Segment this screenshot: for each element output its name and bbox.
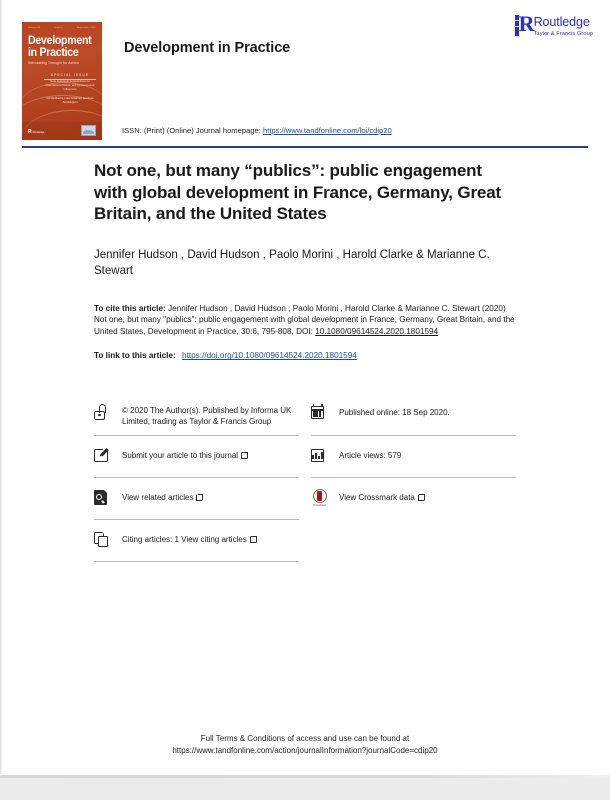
- footer-line-2: https://www.tandfonline.com/action/journalInformation?journalCode=cdip20: [172, 745, 438, 755]
- metadata-bottom-rule: [94, 561, 299, 562]
- cover-issue: Issue 6: [54, 27, 63, 29]
- journal-title: Development in Practice: [124, 40, 291, 56]
- issn-label: ISSN: (Print) (Online) Journal homepage:: [122, 126, 261, 135]
- published-online-text: Published online: 18 Sep 2020.: [339, 408, 450, 417]
- routledge-mark-icon: R: [515, 15, 530, 36]
- citation-block: [94, 303, 516, 338]
- citation-label: To cite this article:: [94, 303, 166, 313]
- metadata-column-gap: [299, 519, 311, 561]
- cover-issue-line: [28, 27, 96, 29]
- routledge-tagline: Taylor & Francis Group: [533, 30, 593, 37]
- metadata-submit-article[interactable]: [94, 435, 299, 477]
- cover-badge-icon: [81, 125, 96, 136]
- article-block: [94, 160, 516, 362]
- issn-line: [122, 126, 392, 135]
- cover-tagline: Stimulating Thought for Action: [28, 61, 79, 65]
- copyright-text: © 2020 The Author(s). Published by Informa UK Limited, trading as Taylor & Francis Group: [122, 406, 292, 426]
- metadata-empty-cell: [311, 519, 516, 561]
- view-related-label: View related articles: [122, 493, 194, 502]
- metadata-published-online: [311, 392, 516, 435]
- metadata-column-gap: [299, 477, 311, 519]
- article-link-block: [94, 350, 516, 362]
- external-link-icon: [418, 494, 425, 501]
- cover-title-line2: in Practice: [28, 47, 79, 59]
- footer-line-1: Full Terms & Conditions of access and use can be found at: [200, 734, 410, 743]
- external-link-icon: [196, 494, 203, 501]
- metadata-citing-articles[interactable]: [94, 519, 299, 561]
- crossmark-icon: [311, 489, 331, 508]
- cover-routledge-name: Routledge: [32, 131, 45, 134]
- metadata-column-gap: [299, 392, 311, 435]
- cover-routledge-mark-icon: R: [28, 129, 32, 135]
- cover-title: [28, 35, 91, 59]
- cover-editors: Nicola Banks, Lisa Schilcher and Dan Brockington: [46, 96, 94, 104]
- masthead-divider: [22, 146, 588, 148]
- metadata-view-crossmark[interactable]: [311, 477, 516, 519]
- cover-date: September 2020: [77, 27, 96, 29]
- external-link-icon: [241, 452, 248, 459]
- metadata-view-related[interactable]: [94, 477, 299, 519]
- article-doi-url[interactable]: https://doi.org/10.1080/09614524.2020.1801594: [182, 351, 357, 361]
- citation-text: Jennifer Hudson , David Hudson , Paolo Morini , Harold Clarke & Marianne C. Stewart (2020) Not one, but many "publics": public engagement with global development in France, Germany, Great Britain, and the United States, Development in Practice, 30:6, 795-808, DOI:: [94, 303, 515, 336]
- cover-blurb: New analytical perspectives on international NGOs, aid dynamics and influences: [45, 79, 95, 91]
- journal-cover-thumbnail[interactable]: [22, 22, 102, 140]
- routledge-logo[interactable]: [515, 10, 593, 37]
- citing-articles-icon: [94, 531, 114, 547]
- metadata-column-gap: [299, 435, 311, 477]
- article-link-label: To link to this article:: [94, 351, 176, 361]
- page-bottom-fill: [0, 778, 610, 800]
- cover-title-line1: Development: [28, 35, 92, 47]
- article-views-text: Article views: 579: [339, 451, 402, 460]
- metadata-article-views: [311, 435, 516, 477]
- submit-article-label: Submit your article to this journal: [122, 451, 239, 460]
- page-footer: [0, 733, 610, 756]
- journal-homepage-link[interactable]: https://www.tandfonline.com/loi/cdip20: [262, 126, 392, 135]
- open-access-icon: [94, 404, 114, 420]
- article-title: Not one, but many “publics”: public engagement with global development in France, Germany, Great Britain, and the United States: [94, 161, 502, 223]
- article-metadata-grid: [94, 392, 516, 562]
- bar-chart-icon: [311, 447, 331, 462]
- journal-masthead: [0, 0, 610, 148]
- calendar-icon: [311, 404, 331, 419]
- metadata-copyright: [94, 392, 299, 435]
- submit-article-icon: [94, 447, 114, 462]
- citing-articles-label: Citing articles: 1 View citing articles: [122, 535, 247, 544]
- routledge-name: Routledge: [533, 15, 590, 29]
- metadata-column-gap: [299, 561, 311, 562]
- external-link-icon: [250, 536, 257, 543]
- doi-link[interactable]: 10.1080/09614524.2020.1801594: [315, 326, 439, 336]
- related-articles-icon: [94, 489, 114, 505]
- article-authors: Jennifer Hudson , David Hudson , Paolo Morini , Harold Clarke & Marianne C. Stewart: [94, 248, 490, 277]
- cover-special-issue-label: SPECIAL ISSUE: [44, 73, 96, 80]
- cover-routledge-logo: [28, 130, 44, 135]
- crossmark-caption: CrossMark: [312, 503, 327, 508]
- cover-volume: Volume 30: [28, 27, 41, 29]
- view-crossmark-label: View Crossmark data: [339, 493, 415, 502]
